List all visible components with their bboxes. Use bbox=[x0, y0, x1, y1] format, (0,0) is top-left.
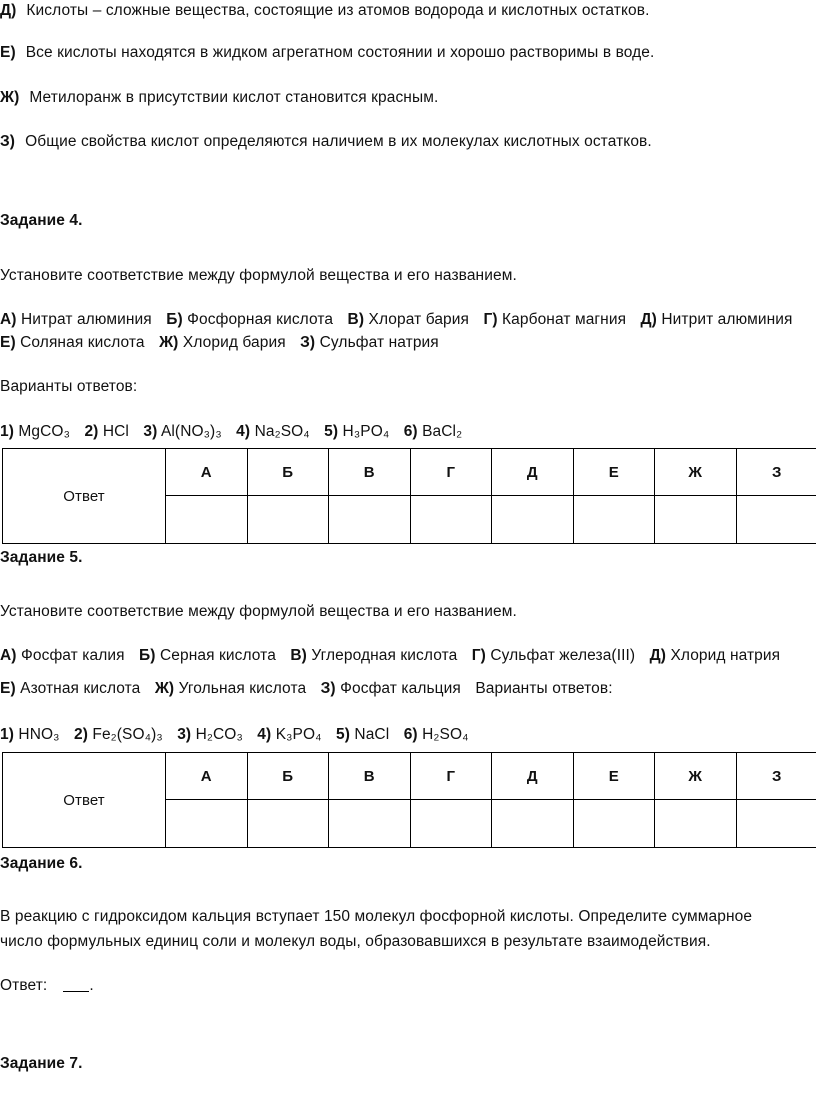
answer-blank[interactable] bbox=[63, 977, 89, 992]
answer-cell[interactable] bbox=[166, 496, 248, 544]
task6-title: Задание 6. bbox=[0, 855, 83, 872]
task6-text-line1: В реакцию с гидроксидом кальция вступает 150 молекул фосфорной кислоты. Определите суммарное bbox=[0, 908, 753, 925]
task6-text-line2: число формульных единиц соли и молекул воды, образовавшихся в результате взаимодействия. bbox=[0, 933, 711, 950]
column-header: Ж bbox=[655, 753, 737, 800]
answer-row-label: Ответ bbox=[3, 753, 166, 848]
column-header: А bbox=[166, 449, 248, 496]
column-header: Д bbox=[492, 449, 574, 496]
answer-cell[interactable] bbox=[410, 800, 492, 848]
task4-options: 1) MgCO₃ 2) HCl 3) Al(NO₃)₃ 4) Na₂SO₄ 5) H₃PO₄ 6) BaCl₂ bbox=[0, 423, 463, 440]
task4-title: Задание 4. bbox=[0, 212, 83, 229]
task5-names-line1: А) Фосфат калия Б) Серная кислота В) Углеродная кислота Г) Сульфат железа(III) Д) Хлорид натрия bbox=[0, 647, 781, 664]
task7-title: Задание 7. bbox=[0, 1055, 83, 1072]
answer-cell[interactable] bbox=[247, 800, 329, 848]
column-header: З bbox=[736, 449, 816, 496]
column-header: Г bbox=[410, 449, 492, 496]
answer-cell[interactable] bbox=[410, 496, 492, 544]
task5-title: Задание 5. bbox=[0, 549, 83, 566]
answer-row-label: Ответ bbox=[3, 449, 166, 544]
task4-instruction: Установите соответствие между формулой вещества и его названием. bbox=[0, 267, 517, 284]
column-header: Д bbox=[492, 753, 574, 800]
task6-answer: Ответ: . bbox=[0, 977, 94, 994]
statement-z: З) Общие свойства кислот определяются наличием в их молекулах кислотных остатков. bbox=[0, 133, 652, 150]
column-header: Г bbox=[410, 753, 492, 800]
answer-cell[interactable] bbox=[329, 800, 411, 848]
answer-cell[interactable] bbox=[573, 496, 655, 544]
answer-cell[interactable] bbox=[736, 496, 816, 544]
task4-names-line1: А) Нитрат алюминия Б) Фосфорная кислота В) Хлорат бария Г) Карбонат магния Д) Нитрит алюминия bbox=[0, 311, 793, 328]
column-header: Е bbox=[573, 753, 655, 800]
answer-cell[interactable] bbox=[166, 800, 248, 848]
task4-names-line2: Е) Соляная кислота Ж) Хлорид бария З) Сульфат натрия bbox=[0, 334, 439, 351]
answer-cell[interactable] bbox=[655, 800, 737, 848]
column-header: З bbox=[736, 753, 816, 800]
statement-zh: Ж) Метилоранж в присутствии кислот становится красным. bbox=[0, 89, 439, 106]
task5-options: 1) HNO₃ 2) Fe₂(SO₄)₃ 3) H₂CO₃ 4) K₃PO₄ 5) NaCl 6) H₂SO₄ bbox=[0, 726, 469, 743]
column-header: В bbox=[329, 753, 411, 800]
statement-e: Е) Все кислоты находятся в жидком агрегатном состоянии и хорошо растворимы в воде. bbox=[0, 44, 655, 61]
answer-cell[interactable] bbox=[492, 800, 574, 848]
statement-d: Д) Кислоты – сложные вещества, состоящие из атомов водорода и кислотных остатков. bbox=[0, 2, 650, 19]
column-header: Е bbox=[573, 449, 655, 496]
answer-cell[interactable] bbox=[329, 496, 411, 544]
task4-variants-label: Варианты ответов: bbox=[0, 378, 138, 395]
column-header: Б bbox=[247, 753, 329, 800]
column-header: Ж bbox=[655, 449, 737, 496]
task5-answer-table bbox=[2, 752, 816, 848]
answer-cell[interactable] bbox=[655, 496, 737, 544]
task5-instruction: Установите соответствие между формулой вещества и его названием. bbox=[0, 603, 517, 620]
answer-cell[interactable] bbox=[736, 800, 816, 848]
column-header: Б bbox=[247, 449, 329, 496]
column-header: А bbox=[166, 753, 248, 800]
answer-cell[interactable] bbox=[492, 496, 574, 544]
answer-cell[interactable] bbox=[573, 800, 655, 848]
task4-answer-table bbox=[2, 448, 816, 544]
answer-cell[interactable] bbox=[247, 496, 329, 544]
column-header: В bbox=[329, 449, 411, 496]
task5-names-line2: Е) Азотная кислота Ж) Угольная кислота З) Фосфат кальция Варианты ответов: bbox=[0, 680, 613, 697]
